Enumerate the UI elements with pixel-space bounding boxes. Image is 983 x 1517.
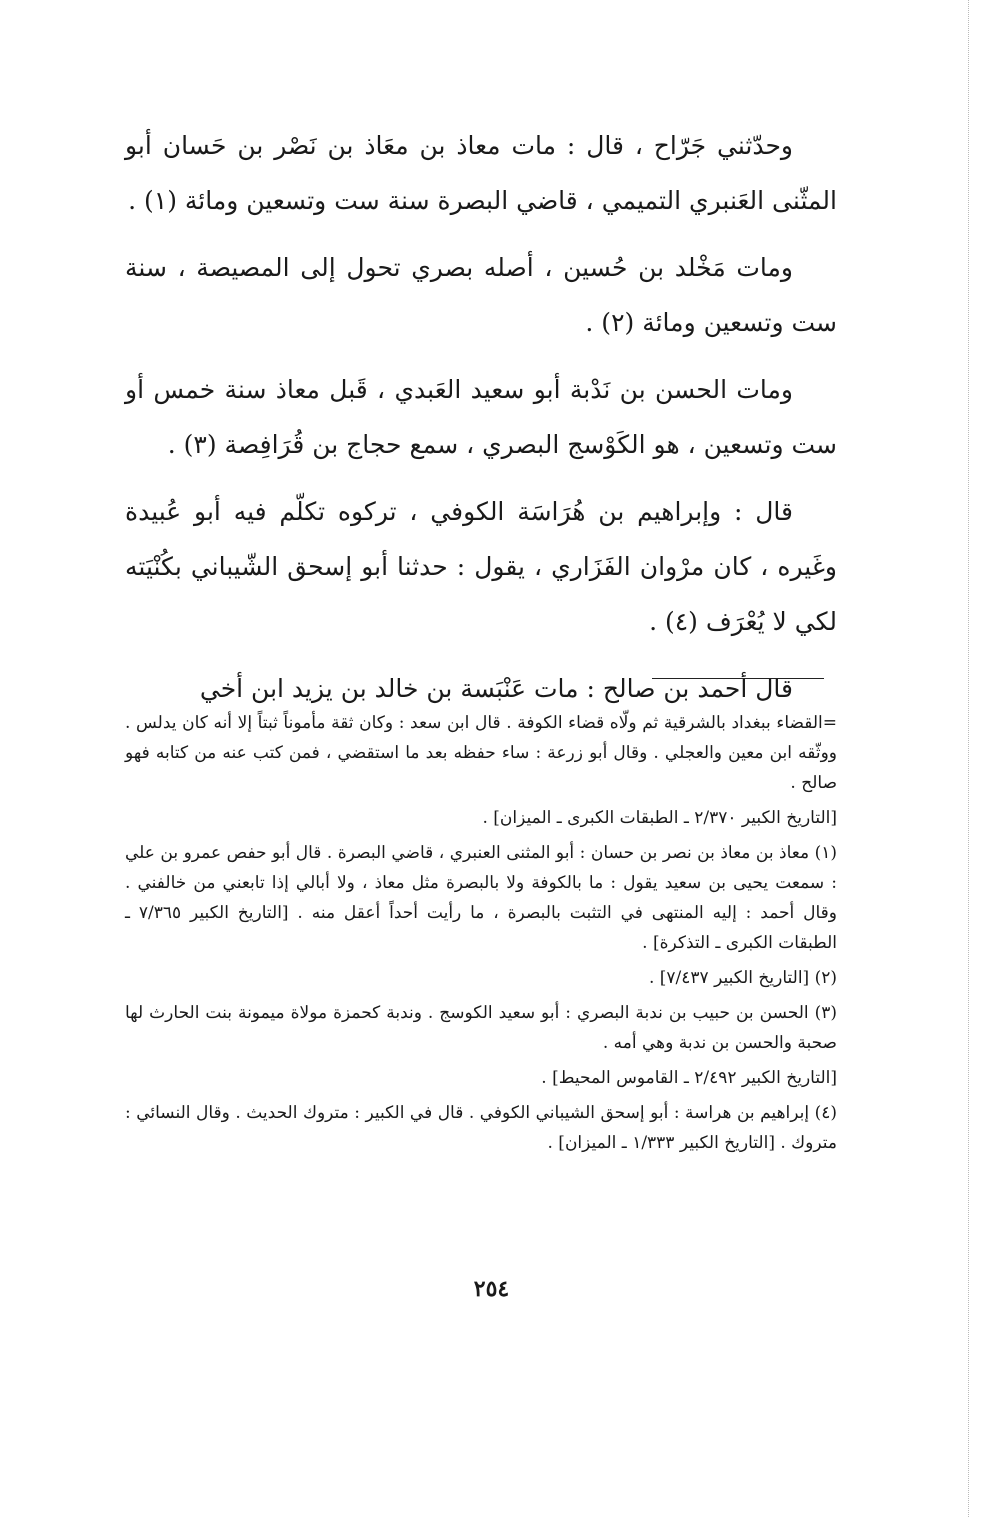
footnotes-block bbox=[125, 708, 837, 1163]
paragraph-jarrah: وحدّثني جَرّاح ، قال : مات معاذ بن معَاذ بن نَصْر بن حَسان أبو المثّنى العَنبري التميمي ، قاضي البصرة سنة ست وتسعين ومائة (١) . bbox=[125, 131, 837, 215]
page-number: ٢٥٤ bbox=[473, 1276, 510, 1302]
footnote-divider bbox=[652, 678, 824, 679]
paragraph-ibrahim: قال : وإبراهيم بن هُرَاسَة الكوفي ، تركوه تكلّم فيه أبو عُبيدة وغَيره ، كان مرْوان الفَزَاري ، يقول : حدثنا أبو إسحق الشّيباني بكُنْيَته لكي لا يُعْرَف (٤) . bbox=[125, 497, 837, 636]
footnote-2: (٢) [التاريخ الكبير ٧/٤٣٧] . bbox=[648, 968, 837, 988]
footnote-continuation: =القضاء ببغداد بالشرقية ثم ولّاه قضاء الكوفة . قال ابن سعد : وكان ثقة مأموناً ثبتاً إلا أنه كان يدلس . ووثّقه ابن معين والعجلي . وقال أبو زرعة : ساء حفظه بعد ما استقضي ، فمن كتب عنه من كتابه فهو صالح . bbox=[125, 713, 837, 793]
footnote-3: (٣) الحسن بن حبيب بن ندبة البصري : أبو سعيد الكوسج . وندبة كحمزة مولاة ميمونة بنت الحارث لها صحبة والحسن بن ندبة وهي أمه . bbox=[125, 1003, 837, 1053]
footnote-1: (١) معاذ بن معاذ بن نصر بن حسان : أبو المثنى العنبري ، قاضي البصرة . قال أبو حفص عمرو بن علي : سمعت يحيى بن سعيد يقول : ما بالكوفة ولا بالبصرة مثل معاذ ، ولا أبالي إذا تابعني من خالفني . وقال أحمد : إليه المنتهى في التثبت بالبصرة ، ما رأيت أحداً أعقل منه . [التاريخ الكبير ٧/٣٦٥ ـ الطبقات الكبرى ـ التذكرة] . bbox=[125, 843, 837, 953]
footnote-3-reference: [التاريخ الكبير ٢/٤٩٢ ـ القاموس المحيط] . bbox=[541, 1068, 837, 1088]
paragraph-makhlad: ومات مَخْلد بن حُسين ، أصله بصري تحول إلى المصيصة ، سنة ست وتسعين ومائة (٢) . bbox=[125, 253, 837, 337]
footnote-continuation-reference: [التاريخ الكبير ٢/٣٧٠ ـ الطبقات الكبرى ـ الميزان] . bbox=[482, 808, 837, 828]
main-text-block bbox=[125, 118, 837, 728]
paragraph-hasan: ومات الحسن بن نَدْبة أبو سعيد العَبدي ، قَبل معاذ سنة خمس أو ست وتسعين ، هو الكَوْسج البصري ، سمع حجاج بن قُرَافِصة (٣) . bbox=[125, 375, 837, 459]
footnote-4: (٤) إبراهيم بن هراسة : أبو إسحق الشيباني الكوفي . قال في الكبير : متروك الحديث . وقال النسائي : متروك . [التاريخ الكبير ١/٣٣٣ ـ الميزان] . bbox=[125, 1103, 837, 1153]
paragraph-ahmad: قال أحمد بن صالح : مات عَنْبَسة بن خالد بن يزيد ابن أخي bbox=[199, 674, 793, 703]
